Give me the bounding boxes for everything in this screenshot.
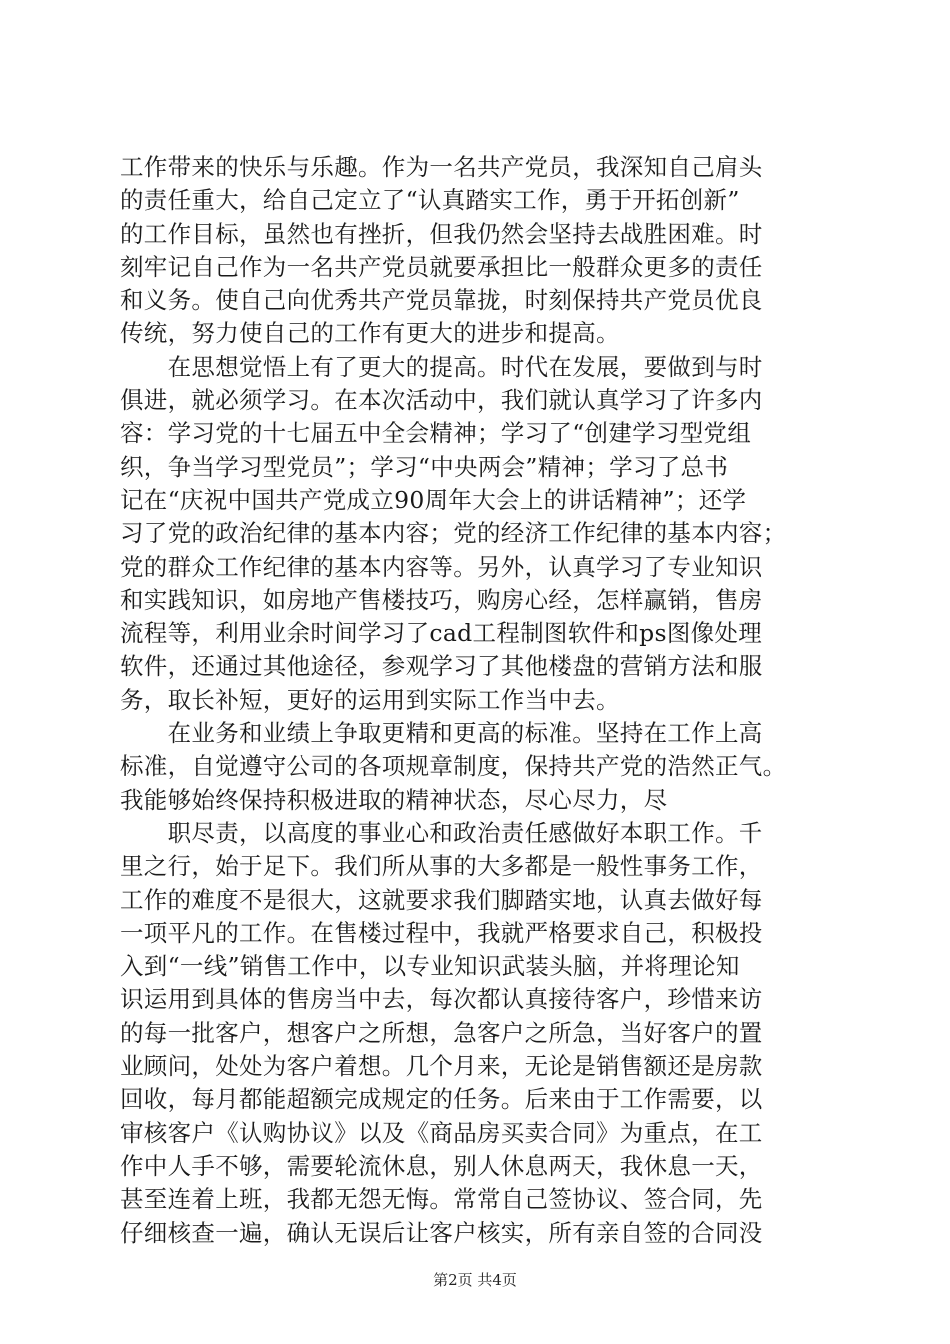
document-body bbox=[120, 151, 840, 1250]
text-line: 作中人手不够，需要轮流休息，别人休息两天，我休息一天， bbox=[120, 1151, 763, 1180]
text-line: 在思想觉悟上有了更大的提高。时代在发展，要做到与时 bbox=[120, 352, 763, 381]
text-line: 业顾问，处处为客户着想。几个月来，无论是销售额还是房款 bbox=[120, 1052, 763, 1081]
text-line: 党的群众工作纪律的基本内容等。另外，认真学习了专业知识 bbox=[120, 552, 763, 581]
text-line: 标准，自觉遵守公司的各项规章制度，保持共产党的浩然正气。 bbox=[120, 752, 787, 781]
text-line: 识运用到具体的售房当中去，每次都认真接待客户，珍惜来访 bbox=[120, 985, 763, 1014]
text-line: 工作的难度不是很大，这就要求我们脚踏实地，认真去做好每 bbox=[120, 885, 763, 914]
text-line: 软件，还通过其他途径，参观学习了其他楼盘的营销方法和服 bbox=[120, 652, 763, 681]
text-line: 职尽责，以高度的事业心和政治责任感做好本职工作。千 bbox=[120, 818, 763, 847]
page-footer: 第2页 共4页 bbox=[433, 1271, 517, 1289]
text-line: 的每一批客户，想客户之所想，急客户之所急，当好客户的置 bbox=[120, 1018, 763, 1047]
text-line: 我能够始终保持积极进取的精神状态，尽心尽力，尽 bbox=[120, 785, 668, 814]
text-line: 仔细核查一遍，确认无误后让客户核实，所有亲自签的合同没 bbox=[120, 1218, 763, 1247]
text-line: 回收，每月都能超额完成规定的任务。后来由于工作需要，以 bbox=[120, 1085, 763, 1114]
text-line: 和实践知识，如房地产售楼技巧，购房心经，怎样赢销，售房 bbox=[120, 585, 763, 614]
text-line: 记在“庆祝中国共产党成立90周年大会上的讲话精神”；还学 bbox=[120, 485, 747, 514]
text-line: 流程等，利用业余时间学习了cad工程制图软件和ps图像处理 bbox=[120, 619, 763, 648]
text-line: 传统，努力使自己的工作有更大的进步和提高。 bbox=[120, 319, 620, 348]
text-line: 工作带来的快乐与乐趣。作为一名共产党员，我深知自己肩头 bbox=[120, 153, 763, 181]
text-line: 习了党的政治纪律的基本内容；党的经济工作纪律的基本内容； bbox=[120, 519, 787, 548]
text-line: 在业务和业绩上争取更精和更高的标准。坚持在工作上高 bbox=[120, 719, 763, 748]
text-line: 入到“一线”销售工作中，以专业知识武装头脑，并将理论知 bbox=[120, 952, 740, 981]
text-line: 一项平凡的工作。在售楼过程中，我就严格要求自己，积极投 bbox=[120, 918, 763, 947]
text-line: 刻牢记自己作为一名共产党员就要承担比一般群众更多的责任 bbox=[120, 252, 763, 281]
text-line: 俱进，就必须学习。在本次活动中，我们就认真学习了许多内 bbox=[120, 386, 763, 415]
text-line: 织，争当学习型党员”；学习“中央两会”精神；学习了总书 bbox=[120, 452, 729, 481]
text-line: 务，取长补短，更好的运用到实际工作当中去。 bbox=[120, 685, 620, 714]
text-line: 审核客户《认购协议》以及《商品房买卖合同》为重点，在工 bbox=[120, 1118, 763, 1147]
text-line: 的工作目标，虽然也有挫折，但我仍然会坚持去战胜困难。时 bbox=[120, 219, 763, 248]
text-line: 和义务。使自己向优秀共产党员靠拢，时刻保持共产党员优良 bbox=[120, 286, 763, 315]
text-line: 里之行，始于足下。我们所从事的大多都是一般性事务工作， bbox=[120, 852, 763, 881]
text-line: 容：学习党的十七届五中全会精神；学习了“创建学习型党组 bbox=[120, 419, 752, 448]
text-line: 甚至连着上班，我都无怨无悔。常常自己签协议、签合同，先 bbox=[120, 1185, 763, 1214]
text-line: 的责任重大，给自己定立了“认真踏实工作，勇于开拓创新” bbox=[120, 186, 740, 215]
